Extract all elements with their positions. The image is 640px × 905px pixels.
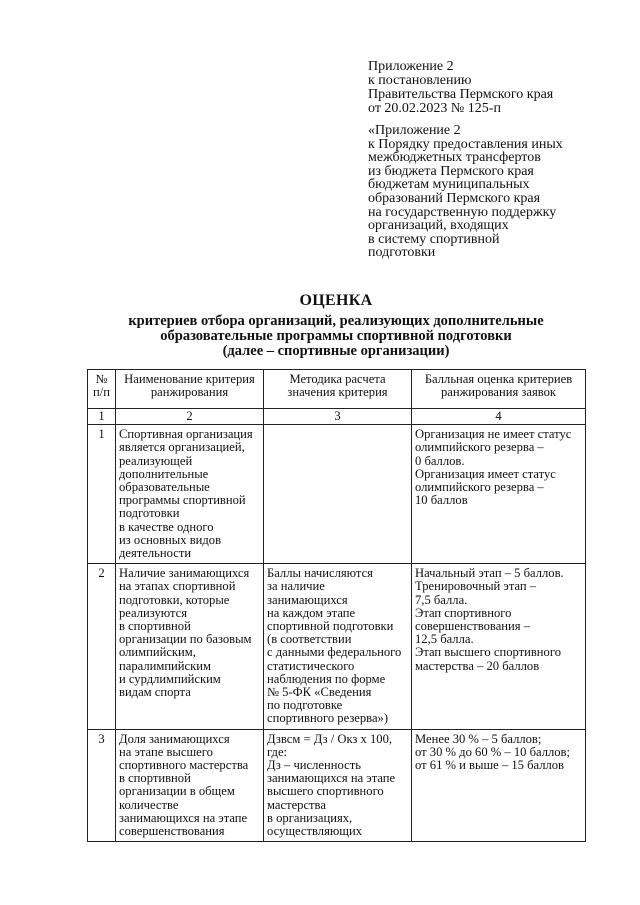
- criterion-cell-line: образовательные: [119, 480, 210, 495]
- row-number: 3: [88, 729, 116, 842]
- method-cell-line: мастерства: [267, 797, 326, 812]
- criterion-cell-line: в спортивной: [119, 771, 191, 786]
- reference-line: из бюджета Пермского края: [368, 163, 534, 179]
- criterion-cell-line: реализуются: [119, 605, 188, 620]
- method-cell-line: занимающихся на этапе: [267, 771, 396, 786]
- method-cell-line: где:: [267, 744, 288, 759]
- score-cell-line: Менее 30 % – 5 баллов;: [415, 731, 542, 746]
- appendix-header: [368, 60, 608, 116]
- criterion-cell-line: из основных видов: [119, 532, 222, 547]
- method-cell-line: спортивной подготовки: [267, 619, 394, 634]
- method-cell: [264, 564, 412, 729]
- column-number-row: [88, 409, 586, 425]
- method-cell-line: в организациях,: [267, 810, 353, 825]
- method-cell-line: статистического: [267, 658, 355, 673]
- score-cell-line: Тренировочный этап –: [415, 579, 537, 594]
- score-cell-line: Этап спортивного: [415, 605, 512, 620]
- criterion-cell: [116, 729, 264, 842]
- header-line: от 20.02.2023 № 125-п: [368, 101, 501, 116]
- document-subtitle: [110, 314, 562, 359]
- header-text: ранжирования заявок: [440, 385, 557, 400]
- method-cell-line: по подготовке: [267, 698, 343, 713]
- method-cell-line: (в соответствии: [267, 632, 352, 647]
- appendix-reference: [368, 124, 608, 260]
- criterion-cell-line: Наличие занимающихся: [119, 566, 250, 581]
- header-text: Методика расчета: [289, 372, 386, 386]
- method-cell-line: спортивного резерва»): [267, 711, 389, 726]
- criterion-cell-line: подготовки: [119, 506, 180, 521]
- criterion-cell-line: Доля занимающихся: [119, 731, 230, 746]
- header-line: к постановлению: [368, 73, 472, 88]
- score-cell-line: от 30 % до 60 % – 10 баллов;: [415, 744, 571, 759]
- reference-line: образований Пермского края: [368, 190, 541, 206]
- score-cell-line: 10 баллов: [415, 493, 468, 508]
- reference-line: к Порядку предоставления иных: [368, 136, 563, 152]
- score-cell: [412, 425, 586, 564]
- score-cell: [412, 564, 586, 729]
- method-cell-line: осуществляющих: [267, 824, 363, 839]
- criterion-cell-line: совершенствования: [119, 824, 225, 839]
- criterion-cell-line: деятельности: [119, 546, 192, 561]
- criterion-cell: [116, 564, 264, 729]
- criterion-cell-line: программы спортивной: [119, 493, 246, 508]
- method-cell-line: высшего спортивного: [267, 784, 384, 799]
- subtitle-line: критериев отбора организаций, реализующих дополнительные: [128, 313, 544, 329]
- reference-line: бюджетам муниципальных: [368, 177, 530, 193]
- method-cell: [264, 425, 412, 564]
- header-cell-method: [264, 370, 412, 409]
- table-row: [88, 564, 586, 729]
- score-cell-line: олимпийского резерва –: [415, 480, 544, 495]
- criterion-cell-line: реализующей: [119, 453, 193, 468]
- reference-line: подготовки: [368, 245, 436, 261]
- score-cell-line: Организация не имеет статус: [415, 427, 572, 442]
- criterion-cell-line: занимающихся на этапе: [119, 810, 248, 825]
- criterion-cell-line: видам спорта: [119, 685, 191, 700]
- header-line: Правительства Пермского края: [368, 87, 554, 102]
- table-header-row: [88, 370, 586, 409]
- method-cell-line: на каждом этапе: [267, 605, 356, 620]
- score-cell-line: совершенствования –: [415, 619, 531, 634]
- method-cell-line: Дз – численность: [267, 758, 361, 773]
- method-cell-line: занимающихся: [267, 592, 348, 607]
- score-cell-line: Этап высшего спортивного: [415, 645, 561, 660]
- method-cell: [264, 729, 412, 842]
- score-cell-line: олимпийского резерва –: [415, 440, 544, 455]
- score-cell-line: от 61 % и выше – 15 баллов: [415, 758, 565, 773]
- criterion-cell-line: организации в общем: [119, 784, 235, 799]
- criterion-cell-line: Спортивная организация: [119, 427, 253, 442]
- criterion-cell-line: и сурдлимпийским: [119, 671, 221, 686]
- score-cell-line: 7,5 балла.: [415, 592, 468, 607]
- criterion-cell-line: подготовки, которые: [119, 592, 230, 607]
- column-number: 2: [116, 409, 264, 425]
- method-cell-line: Дзвсм = Дз / Окз х 100,: [267, 731, 393, 746]
- criterion-cell-line: на этапах спортивной: [119, 579, 236, 594]
- criterion-cell-line: в спортивной: [119, 619, 191, 634]
- criteria-table: [87, 369, 586, 842]
- criterion-cell-line: организации по базовым: [119, 632, 252, 647]
- criterion-cell-line: паралимпийским: [119, 658, 211, 673]
- score-cell-line: 0 баллов.: [415, 453, 465, 468]
- criterion-cell-line: спортивного мастерства: [119, 758, 249, 773]
- row-number: 2: [88, 564, 116, 729]
- reference-line: межбюджетных трансфертов: [368, 150, 541, 166]
- header-cell-number: [88, 370, 116, 409]
- document-title: ОЦЕНКА: [299, 292, 373, 309]
- subtitle-line: образовательные программы спортивной подготовки: [160, 328, 512, 344]
- header-cell-score: [412, 370, 586, 409]
- method-cell-line: № 5-ФК «Сведения: [267, 685, 372, 700]
- subtitle-line: (далее – спортивные организации): [222, 343, 450, 359]
- score-cell: [412, 729, 586, 842]
- table-row: [88, 425, 586, 564]
- criterion-cell-line: олимпийским,: [119, 645, 196, 660]
- header-text: ранжирования: [150, 385, 229, 400]
- score-cell-line: 12,5 балла.: [415, 632, 474, 647]
- column-number: 1: [88, 409, 116, 425]
- reference-line: организаций, входящих: [368, 218, 509, 234]
- reference-line: «Приложение 2: [368, 123, 461, 138]
- row-number: 1: [88, 425, 116, 564]
- score-cell-line: Организация имеет статус: [415, 466, 556, 481]
- table-row: [88, 729, 586, 842]
- method-cell-line: наблюдения по форме: [267, 671, 386, 686]
- column-number: 3: [264, 409, 412, 425]
- reference-line: в систему спортивной: [368, 231, 500, 247]
- header-text: п/п: [93, 385, 110, 400]
- reference-line: на государственную поддержку: [368, 204, 557, 220]
- column-number: 4: [412, 409, 586, 425]
- score-cell-line: Начальный этап – 5 баллов.: [415, 566, 564, 581]
- criterion-cell-line: на этапе высшего: [119, 744, 213, 759]
- criterion-cell-line: в качестве одного: [119, 519, 214, 534]
- header-text: значения критерия: [287, 385, 388, 400]
- criterion-cell: [116, 425, 264, 564]
- criterion-cell-line: количестве: [119, 797, 179, 812]
- method-cell-line: за наличие: [267, 579, 325, 594]
- criterion-cell-line: дополнительные: [119, 466, 209, 481]
- method-cell-line: с данными федерального: [267, 645, 402, 660]
- method-cell-line: Баллы начисляются: [267, 566, 373, 581]
- header-text: Наименование критерия: [124, 372, 255, 386]
- header-cell-criterion: [116, 370, 264, 409]
- criterion-cell-line: является организацией,: [119, 440, 245, 455]
- header-text: №: [95, 372, 108, 386]
- header-text: Балльная оценка критериев: [424, 372, 573, 386]
- header-line: Приложение 2: [368, 59, 454, 74]
- score-cell-line: мастерства – 20 баллов: [415, 658, 540, 673]
